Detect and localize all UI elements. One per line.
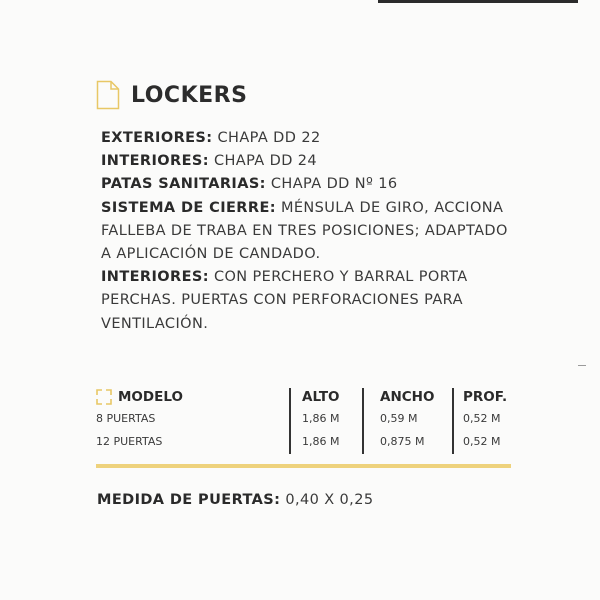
cell-alto: 1,86 M [302,412,340,425]
spec-item [101,127,521,150]
spec-label: INTERIORES: [101,269,209,286]
spec-value: MÉNSULA DE GIRO, ACCIONA FALLEBA DE TRABA EN TRES POSICIONES; ADAPTADO A APLICACIÓN DE CANDADO. [101,199,508,263]
spec-item [101,197,521,267]
spec-label: SISTEMA DE CIERRE: [101,199,276,216]
page-title: LOCKERS [131,82,248,108]
spec-value: CON PERCHERO Y BARRAL PORTA PERCHAS. PUERTAS CON PERFORACIONES PARA VENTILACIÓN. [101,269,468,332]
spec-item [101,266,521,336]
cell-prof: 0,52 M [463,412,501,425]
cell-model: 8 PUERTAS [96,412,156,425]
spec-item [101,173,521,196]
column-divider [289,388,291,454]
spec-item [101,150,521,173]
cell-alto: 1,86 M [302,435,340,448]
header-model [96,389,183,405]
accent-rule [96,464,511,468]
door-size-line [97,492,373,508]
cell-prof: 0,52 M [463,435,501,448]
spec-value: CHAPA DD Nº 16 [265,176,398,193]
section-heading [96,80,247,110]
header-alto: ALTO [302,389,340,405]
top-decorative-rule [378,0,578,3]
spec-list [101,127,521,336]
door-size-label: MEDIDA DE PUERTAS: [97,492,281,508]
header-model-label: MODELO [118,389,183,405]
column-divider [452,388,454,454]
cell-ancho: 0,875 M [380,435,425,448]
document-icon [96,80,120,110]
frame-corners-icon [96,389,112,405]
column-divider [362,388,364,454]
header-prof: PROF. [463,389,508,405]
edge-mark [578,365,586,374]
header-ancho: ANCHO [380,389,435,405]
cell-ancho: 0,59 M [380,412,418,425]
door-size-value: 0,40 X 0,25 [280,492,374,508]
spec-label: EXTERIORES: [101,130,213,146]
spec-label: INTERIORES: [101,153,209,170]
spec-value: CHAPA DD 22 [212,130,321,146]
spec-value: CHAPA DD 24 [208,153,318,170]
cell-model: 12 PUERTAS [96,435,163,448]
spec-label: PATAS SANITARIAS: [101,176,266,193]
